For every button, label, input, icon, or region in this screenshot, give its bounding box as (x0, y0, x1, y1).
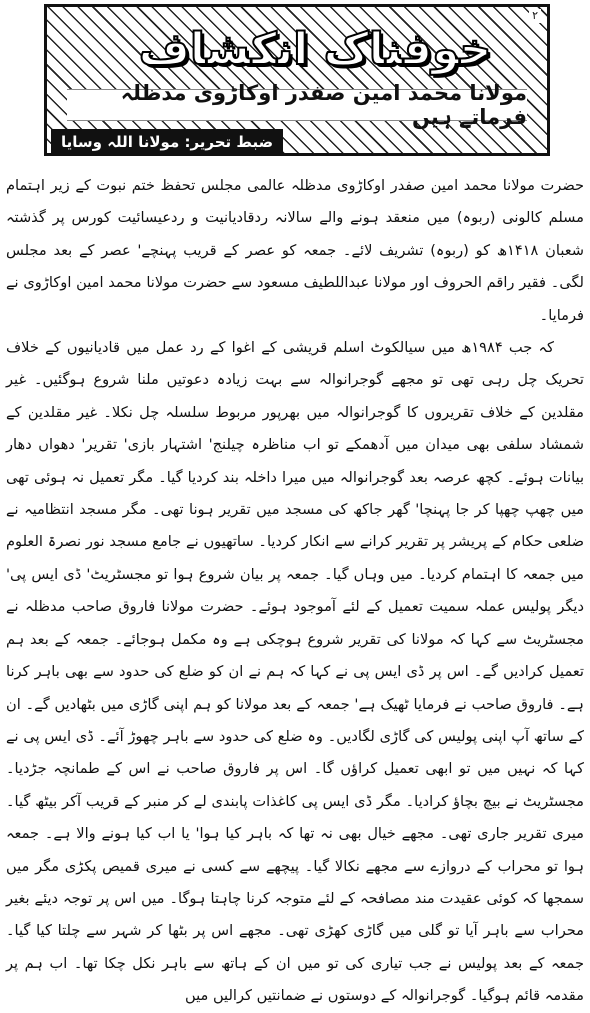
article-body (6, 170, 584, 1005)
paragraph: حضرت مولانا محمد امین صفدر اوکاڑوی مدظلہ عالمی مجلس تحفظ ختم نبوت کے زیر اہتمام مسلم کالونی (ربوہ) میں منعقد ہونے والے سالانہ ردقادیانیت و ردعیسائیت کورس پر گذشتہ شعبان ۱۴۱۸ھ کو (ربوہ) تشریف لائے۔ جمعہ کو عصر کے قریب پہنچے' عصر کے بعد مجلس لگی۔ فقیر راقم الحروف اور مولانا عبداللطیف مسعود سے حضرت مولانا محمد امین اوکاڑوی نے فرمایا۔ (6, 177, 584, 324)
credit-label: ضبط تحریر: مولانا اللہ وسایا (51, 129, 283, 155)
headline: خوفناک انکشاف (138, 23, 492, 75)
subtitle: مولانا محمد امین صفدر اوکاڑوی مدظلہ فرماتے ہیں (67, 89, 527, 121)
title-banner (44, 4, 550, 156)
paragraph: کہ جب ۱۹۸۴ھ میں سیالکوٹ اسلم قریشی کے اغوا کے رد عمل میں قادیانیوں کے خلاف تحریک چل رہی تھی تو مجھے گوجرانوالہ سے بہت زیادہ دعوتیں ملنا شروع ہوگئیں۔ غیر مقلدین کے خلاف تقریروں کا گوجرانوالہ میں بھرپور مربوط سلسلہ چل نکلا۔ غیر مقلدین کے شمشاد سلفی بھی میدان میں آدھمکے تو اب مناظرہ چیلنج' اشتہار بازی' تقریر' دھواں دھار بیانات ہوئے۔ کچھ عرصہ بعد گوجرانوالہ میں میرا داخلہ بند کردیا گیا۔ مگر تعمیل نہ ہوئی تھی میں چھپ چھپا کر جا پہنچا' گھر جاکھ کی مسجد میں تقریر ہونا تھی۔ مگر مسجد انتظامیہ نے ضلعی حکام کے پریشر پر تقریر کرانے سے انکار کردیا۔ ساتھیوں نے جامع مسجد نور نصرۃ العلوم میں جمعہ کا اہتمام کردیا۔ میں وہاں گیا۔ جمعہ پر بیان شروع ہوا تو مجسٹریٹ' ڈی ایس پی' دیگر پولیس عملہ سمیت تعمیل کے لئے آموجود ہوئے۔ حضرت مولانا فاروق صاحب مدظلہ نے مجسٹریٹ سے کہا کہ مولانا کی تقریر شروع ہوچکی ہے وہ مکمل ہوجائے۔ جمعہ کے بعد ہم تعمیل کرادیں گے۔ اس پر ڈی ایس پی نے کہا کہ ہم نے ان کو ضلع کی حدود سے بھی باہر کرنا ہے۔ فاروق صاحب نے فرمایا ٹھیک ہے' جمعہ کے بعد مولانا کو ہم اپنی گاڑی میں بٹھادیں گے۔ ان کے ساتھ آپ اپنی پولیس کی گاڑی لگادیں۔ وہ ضلع کی حدود سے باہر چھوڑ آئے۔ ڈی ایس پی نے کہا کہ نہیں میں تو ابھی تعمیل کراؤں گا۔ اس پر فاروق صاحب نے اس کے طمانچہ جڑدیا۔ مجسٹریٹ نے بیچ بچاؤ کرادیا۔ مگر ڈی ایس پی کاغذات پابندی لے کر منبر کے قریب آکر بیٹھ گیا۔ میری تقریر جاری تھی۔ مجھے خیال بھی نہ تھا کہ باہر کیا ہوا' یا اب کیا ہونے والا ہے۔ جمعہ ہوا تو محراب کے دروازے سے مجھے نکالا گیا۔ پیچھے سے کسی نے میری قمیص پکڑی مگر میں سمجھا کہ کوئی عقیدت مند مصافحہ کے لئے متوجہ کرنا چاہتا ہوگا۔ میں اس پر توجہ دیئے بغیر محراب سے باہر آیا تو گلی میں گاڑی کھڑی تھی۔ مجھے اس پر بٹھا کر شہر سے چلتا کیا گیا۔ جمعہ کے بعد پولیس نے جب تیاری کی تو میں ان کے ہاتھ سے باہر نکل چکا تھا۔ اب ہم پر مقدمہ قائم ہوگیا۔ گوجرانوالہ کے دوستوں نے ضمانتیں کرالیں میں (6, 339, 584, 1005)
page-number: ۲ (529, 9, 541, 23)
